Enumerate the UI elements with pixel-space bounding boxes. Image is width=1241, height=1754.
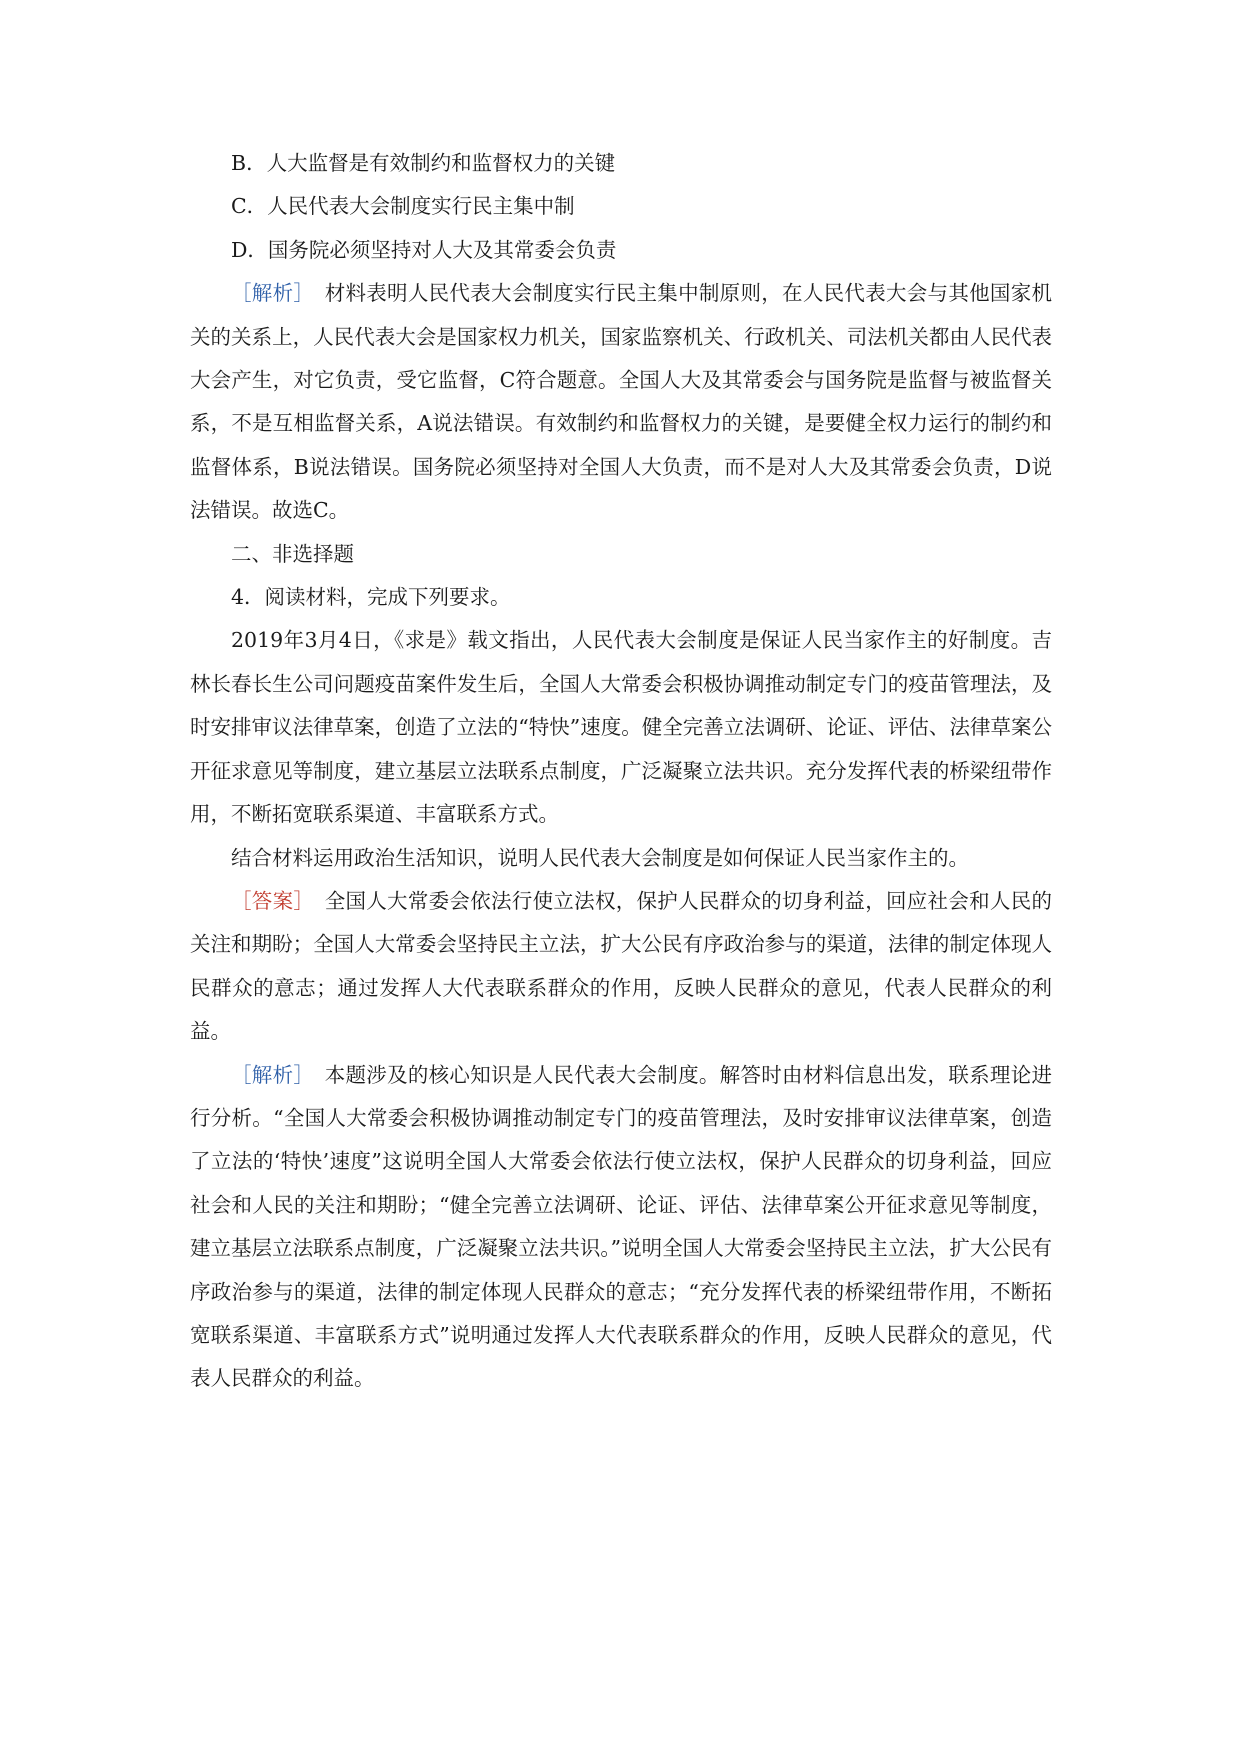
option-b: B．人大监督是有效制约和监督权力的关键 [231, 151, 616, 175]
analysis-paragraph-q4 [190, 1054, 1052, 1401]
analysis-paragraph-q3 [190, 272, 1052, 532]
option-d: D．国务院必须坚持对人大及其常委会负责 [231, 237, 617, 262]
question-prompt: 4．阅读材料，完成下列要求。 [231, 585, 511, 610]
document-page [190, 142, 1052, 1401]
analysis-text: 材料表明人民代表大会制度实行民主集中制原则，在人民代表大会与其他国家机关的关系上，人民代表大会是国家权力机关，国家监察机关、行政机关、司法机关都由人民代表大会产生，对它负责，受它监督，C符合题意。全国人大及其常委会与国务院是监督与被监督关系，不是互相监督关系，A说法错误。有效制约和监督权力的关键，是要健全权力运行的制约和监督体系，B说法错误。国务院必须坚持对全国人大负责，而不是对人大及其常委会负责，D说法错误。故选C。 [190, 281, 1053, 523]
analysis-text: 本题涉及的核心知识是人民代表大会制度。解答时由材料信息出发，联系理论进行分析。“全国人大常委会积极协调推动制定专门的疫苗管理法，及时安排审议法律草案，创造了立法的‘特快’速度”这说明全国人大常委会依法行使立法权，保护人民群众的切身利益，回应社会和人民的关注和期盼；“健全完善立法调研、论证、评估、法律草案公开征求意见等制度，建立基层立法联系点制度，广泛凝聚立法共识。”说明全国人大常委会坚持民主立法，扩大公民有序政治参与的渠道，法律的制定体现人民群众的意志；“充分发挥代表的桥梁纽带作用，不断拓宽联系渠道、丰富联系方式”说明通过发挥人大代表联系群众的作用，反映人民群众的意见，代表人民群众的利益。 [190, 1062, 1053, 1391]
answer-paragraph [190, 880, 1052, 1054]
analysis-tag: ［解析］ [231, 281, 304, 306]
answer-text: 全国人大常委会依法行使立法权，保护人民群众的切身利益，回应社会和人民的关注和期盼；全国人大常委会坚持民主立法，扩大公民有序政治参与的渠道，法律的制定体现人民群众的意志；通过发挥人大代表联系群众的作用，反映人民群众的意见，代表人民群众的利益。 [190, 888, 1053, 1044]
question-task: 结合材料运用政治生活知识，说明人民代表大会制度是如何保证人民当家作主的。 [231, 845, 969, 870]
analysis-tag: ［解析］ [231, 1062, 304, 1087]
option-c: C．人民代表大会制度实行民主集中制 [231, 194, 575, 219]
answer-tag: ［答案］ [231, 888, 304, 913]
section-heading: 二、非选择题 [231, 541, 354, 566]
material-paragraph: 2019年3月4日，《求是》载文指出，人民代表大会制度是保证人民当家作主的好制度。吉林长春长生公司问题疫苗案件发生后，全国人大常委会积极协调推动制定专门的疫苗管理法，及时安排审议法律草案，创造了立法的“特快”速度。健全完善立法调研、论证、评估、法律草案公开征求意见等制度，建立基层立法联系点制度，广泛凝聚立法共识。充分发挥代表的桥梁纽带作用，不断拓宽联系渠道、丰富联系方式。 [190, 628, 1052, 827]
